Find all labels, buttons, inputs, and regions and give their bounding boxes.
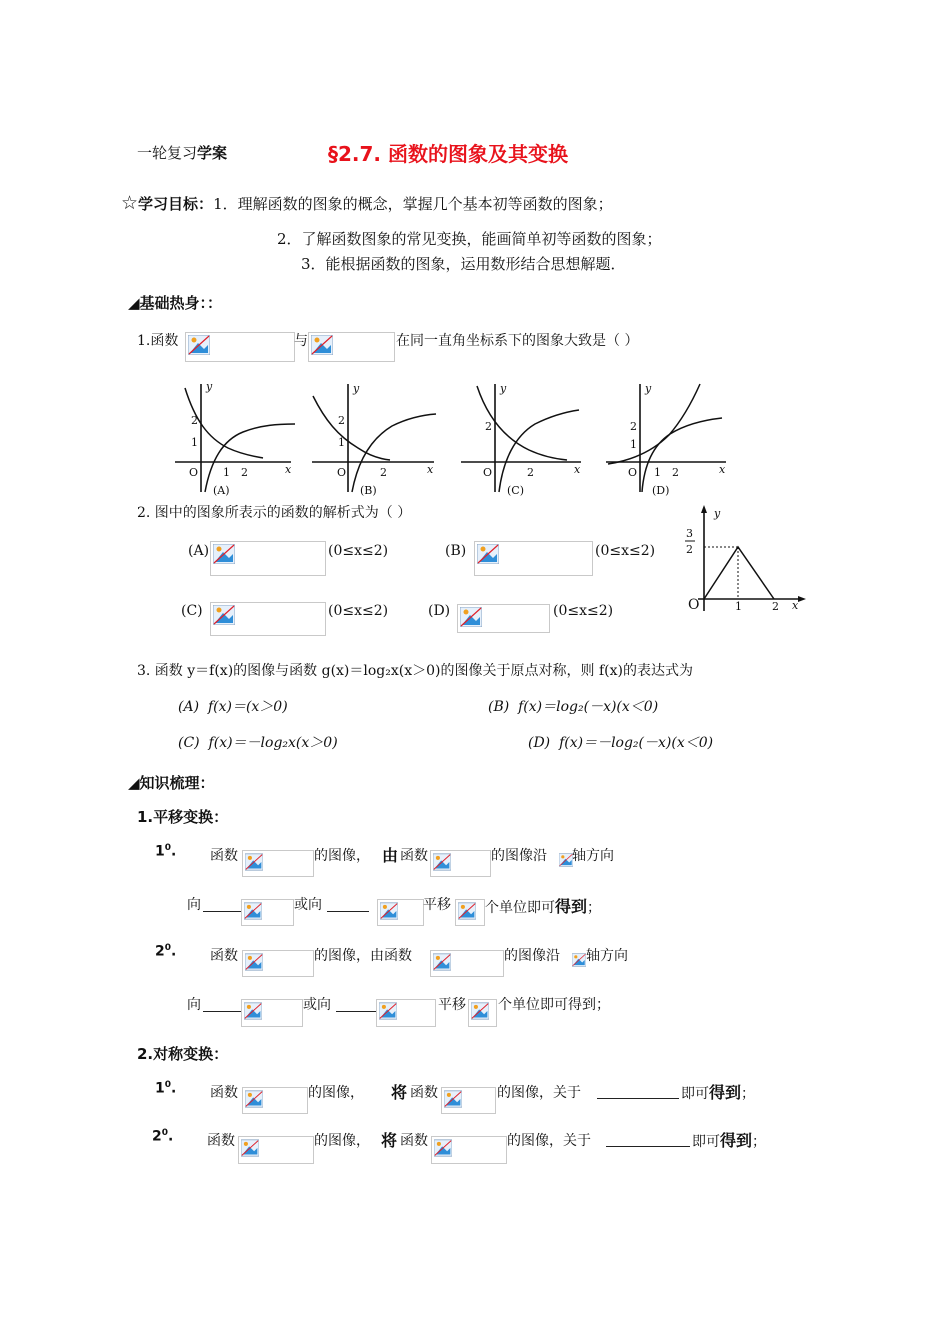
- q1-graph-a: [173, 380, 298, 502]
- graph-caption: (C): [507, 484, 524, 497]
- t1-a: 函数: [210, 848, 238, 864]
- knowledge-title: 知识梳理：: [139, 774, 215, 792]
- page-title: §2.7. 函数的图象及其变换: [328, 142, 568, 166]
- q2-option-a-label: (A): [188, 543, 210, 559]
- translation-title: 1.平移变换：: [137, 808, 229, 826]
- s1-tail: 即可得到；: [681, 1083, 756, 1102]
- q3-option-d-label: (D): [528, 735, 551, 751]
- t1-d: 函数: [400, 848, 428, 864]
- s2-b: 的图像，: [314, 1133, 370, 1149]
- tick-2-y: 2: [485, 420, 492, 433]
- formula-image-placeholder: [468, 999, 497, 1027]
- q3-option-d-text: f(x)＝－log₂(－x)(x＜0): [559, 735, 714, 751]
- tick-1-x: 1: [223, 466, 230, 479]
- q3-option-a-label: (A): [178, 699, 200, 715]
- tick-2-x: 2: [672, 466, 679, 479]
- tick-2-x: 2: [380, 466, 387, 479]
- x-label: x: [719, 463, 726, 476]
- formula-image-placeholder: [185, 332, 295, 362]
- graph-caption: (A): [213, 484, 230, 497]
- q3-stem: 3. 函数 y＝f(x)的图像与函数 g(x)＝log₂x(x＞0)的图像关于原点对称，则 f(x)的表达式为: [137, 663, 693, 679]
- t1-e: 的图像沿: [491, 848, 547, 864]
- formula-image-placeholder: [242, 1087, 308, 1114]
- q3-option-d: [528, 732, 713, 752]
- tick-2-x: 2: [772, 600, 779, 613]
- q3-option-a-text: f(x)＝(x＞0): [207, 699, 288, 715]
- s1-c: 将: [391, 1083, 408, 1102]
- t2b-b: 或向: [303, 997, 331, 1013]
- s1-a: 函数: [210, 1085, 238, 1101]
- answer-blank[interactable]: [606, 1145, 690, 1147]
- log-curve: [642, 418, 722, 492]
- increasing-curve: [352, 414, 436, 492]
- tick-2-y: 2: [630, 420, 637, 433]
- header-bold: 学案: [197, 144, 228, 162]
- formula-image-placeholder: [430, 850, 491, 877]
- q3-option-a: [178, 696, 288, 716]
- triangle-marker-icon: ◢: [128, 774, 140, 792]
- formula-image-placeholder: [377, 899, 424, 926]
- t2b-d: 个单位即可得到；: [498, 997, 610, 1013]
- q2-option-b-label: (B): [445, 543, 467, 559]
- q2-graph: [680, 503, 810, 619]
- item-number: $1^0$.: [155, 1080, 177, 1097]
- q1-prefix: 1.函数: [137, 333, 179, 349]
- frac-den: 2: [686, 543, 693, 556]
- objective-1: 1．理解函数的图象的概念，掌握几个基本初等函数的图象；: [213, 195, 613, 213]
- item-number: $2^0$.: [155, 943, 177, 960]
- q3-option-b-label: (B): [488, 699, 510, 715]
- item-number: $1^0$.: [155, 843, 177, 860]
- x-label: x: [427, 463, 434, 476]
- q1-mid: 与: [294, 333, 308, 349]
- formula-image-placeholder: [210, 541, 326, 576]
- t2-b: 的图像，由函数: [314, 948, 412, 964]
- formula-image-placeholder: [241, 999, 303, 1027]
- t2b-a: 向: [187, 997, 201, 1013]
- formula-image-placeholder: [474, 541, 593, 576]
- q3-option-c-label: (C): [178, 735, 200, 751]
- formula-image-placeholder: [557, 850, 571, 870]
- tick-2-y: 2: [338, 414, 345, 427]
- symmetry-title: 2.对称变换：: [137, 1045, 229, 1063]
- q2-option-c-domain: (0≤x≤2): [328, 603, 389, 619]
- warmup-heading: [128, 292, 222, 313]
- header-prefix: 一轮复习: [137, 144, 198, 162]
- tick-1-x: 1: [654, 466, 661, 479]
- item-number: $2^0$.: [152, 1128, 174, 1145]
- increasing-curve: [499, 410, 579, 492]
- origin-label: O: [337, 466, 347, 479]
- decreasing-curve: [313, 396, 390, 460]
- s2-d: 函数: [400, 1133, 428, 1149]
- t1b-b: 或向: [294, 897, 322, 913]
- t1b-c: 平移: [423, 897, 451, 913]
- formula-image-placeholder: [308, 332, 395, 362]
- formula-image-placeholder: [441, 1087, 496, 1114]
- q1-graph-c: [459, 380, 589, 502]
- origin-label: O: [483, 466, 493, 479]
- formula-image-placeholder: [430, 950, 504, 977]
- triangle-marker-icon: ◢: [128, 294, 140, 312]
- frac-num: 3: [686, 527, 693, 540]
- q2-stem: 2. 图中的图象所表示的函数的解析式为（ ）: [137, 505, 412, 521]
- q3-option-b-text: f(x)＝log₂(－x)(x＜0): [518, 699, 659, 715]
- q2-option-d-label: (D): [428, 603, 451, 619]
- s2-c: 将: [381, 1131, 398, 1150]
- t2b-c: 平移: [438, 997, 466, 1013]
- increasing-curve: [205, 424, 295, 492]
- q3-option-b: [488, 696, 658, 716]
- tick-1-x: 1: [735, 600, 742, 613]
- t1b-a: 向: [187, 897, 201, 913]
- s1-d: 函数: [410, 1085, 438, 1101]
- q3-option-c: [178, 732, 338, 752]
- tick-1-y: 1: [630, 438, 637, 451]
- answer-blank[interactable]: [203, 1010, 243, 1012]
- formula-image-placeholder: [241, 899, 294, 926]
- t1b-line: 个单位即可得到；: [485, 897, 602, 916]
- tick-1-y: 1: [191, 436, 198, 449]
- t1-b: 的图像，: [314, 848, 370, 864]
- s2-tail: 即可得到；: [692, 1131, 767, 1150]
- warmup-title: 基础热身：：: [139, 294, 223, 312]
- t2-f: 轴方向: [586, 948, 628, 964]
- origin-label: O: [189, 466, 199, 479]
- q2-option-d-domain: (0≤x≤2): [553, 603, 614, 619]
- t1-c: 由: [382, 846, 399, 865]
- tick-2-x: 2: [241, 466, 248, 479]
- objectives-line-1: [121, 192, 613, 214]
- s1-b: 的图像，: [308, 1085, 364, 1101]
- formula-image-placeholder: [210, 602, 326, 636]
- origin-label: O: [688, 597, 700, 613]
- answer-blank[interactable]: [203, 910, 243, 912]
- formula-image-placeholder: [457, 604, 550, 633]
- q2-option-a-domain: (0≤x≤2): [328, 543, 389, 559]
- objectives-label: 学习目标：: [138, 195, 214, 213]
- y-arrow-icon: [701, 505, 707, 513]
- answer-blank[interactable]: [597, 1097, 679, 1099]
- formula-image-placeholder: [570, 950, 584, 970]
- answer-blank[interactable]: [327, 910, 369, 912]
- s1-e: 的图像，关于: [497, 1085, 581, 1101]
- formula-image-placeholder: [238, 1136, 314, 1164]
- knowledge-heading: [128, 772, 215, 793]
- y-label: y: [714, 507, 721, 520]
- header-left: [137, 142, 227, 163]
- formula-image-placeholder: [376, 999, 436, 1027]
- t2-e: 的图像沿: [504, 948, 560, 964]
- formula-image-placeholder: [242, 850, 314, 877]
- q1-graph-b: [310, 380, 440, 502]
- graph-caption: (B): [360, 484, 377, 497]
- y-label: y: [645, 382, 652, 395]
- star-icon: ☆: [121, 192, 139, 214]
- formula-image-placeholder: [455, 899, 485, 926]
- x-label: x: [792, 599, 799, 612]
- piecewise-line: [704, 547, 774, 599]
- t1-f: 轴方向: [572, 848, 614, 864]
- objective-2: 2．了解函数图象的常见变换，能画简单初等函数的图象；: [277, 230, 662, 248]
- s2-e: 的图像，关于: [507, 1133, 591, 1149]
- tick-1-y: 1: [338, 436, 345, 449]
- x-label: x: [574, 463, 581, 476]
- y-label: y: [353, 382, 360, 395]
- q2-option-b-domain: (0≤x≤2): [595, 543, 656, 559]
- objective-3: 3．能根据函数的图象，运用数形结合思想解题．: [301, 255, 626, 273]
- y-label: y: [500, 382, 507, 395]
- x-arrow-icon: [798, 596, 806, 602]
- y-label: y: [206, 380, 213, 393]
- formula-image-placeholder: [431, 1136, 507, 1164]
- graph-caption: (D): [652, 484, 670, 497]
- t2-a: 函数: [210, 948, 238, 964]
- q2-option-c-label: (C): [181, 603, 203, 619]
- x-label: x: [285, 463, 292, 476]
- answer-blank[interactable]: [336, 1010, 378, 1012]
- tick-2-x: 2: [527, 466, 534, 479]
- q1-graph-d: [604, 380, 734, 502]
- origin-label: O: [628, 466, 638, 479]
- tick-2-y: 2: [191, 414, 198, 427]
- s2-a: 函数: [207, 1133, 235, 1149]
- q3-option-c-text: f(x)＝－log₂x(x＞0): [208, 735, 338, 751]
- formula-image-placeholder: [242, 950, 314, 977]
- q1-suffix: 在同一直角坐标系下的图象大致是（ ）: [396, 333, 639, 349]
